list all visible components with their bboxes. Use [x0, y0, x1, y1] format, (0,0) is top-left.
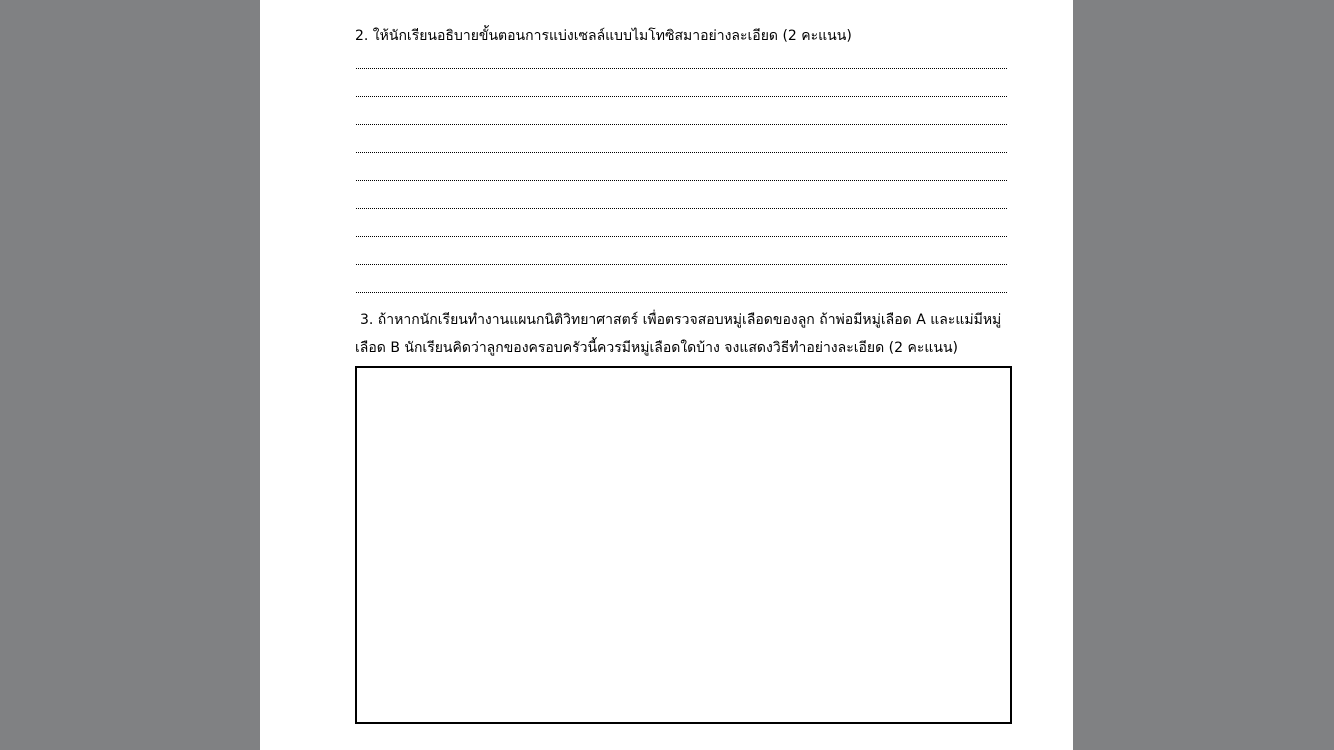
- answer-line: [356, 180, 1007, 181]
- answer-line: [356, 124, 1007, 125]
- answer-line: [356, 96, 1007, 97]
- question-3-text-line-1: 3. ถ้าหากนักเรียนทำงานแผนกนิติวิทยาศาสตร์ เพื่อตรวจสอบหมู่เลือดของลูก ถ้าพ่อมีหมู่เลือด A และแม่มีหมู่: [360, 312, 1002, 328]
- answer-line: [356, 208, 1007, 209]
- answer-line: [356, 152, 1007, 153]
- question-3-answer-box[interactable]: [355, 366, 1012, 724]
- question-3-text-line-2: เลือด B นักเรียนคิดว่าลูกของครอบครัวนี้ควรมีหมู่เลือดใดบ้าง จงแสดงวิธีทำอย่างละเอียด (2 คะแนน): [355, 340, 959, 356]
- worksheet-page: [260, 0, 1073, 750]
- answer-line: [356, 264, 1007, 265]
- answer-line: [356, 236, 1007, 237]
- answer-line: [356, 292, 1007, 293]
- question-2-text: 2. ให้นักเรียนอธิบายขั้นตอนการแบ่งเซลล์แบบไมโทซิสมาอย่างละเอียด (2 คะแนน): [355, 28, 852, 44]
- answer-line: [356, 68, 1007, 69]
